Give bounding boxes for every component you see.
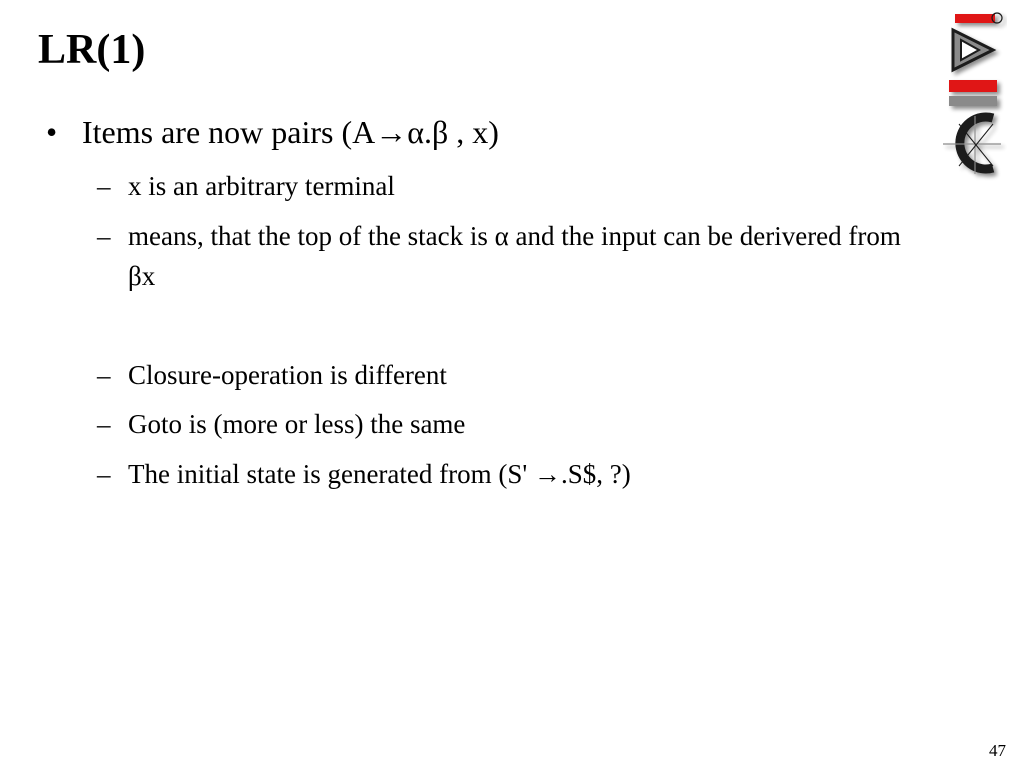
sub-item-1: [97, 166, 927, 206]
iaic-logo-graphic: [935, 6, 1007, 184]
bullet-marker: •: [46, 114, 58, 150]
sub-item-4: [97, 404, 927, 444]
dash-marker: –: [97, 221, 111, 251]
sub-item-text: means, that the top of the stack is α and the input can be derivered from βx: [128, 221, 901, 291]
sub-item-text: Closure-operation is different: [128, 360, 447, 390]
dash-marker: –: [97, 360, 111, 390]
dash-marker: –: [97, 171, 111, 201]
dash-marker: –: [97, 409, 111, 439]
page-number: 47: [989, 741, 1006, 760]
logo-bar-red-top: [955, 14, 995, 23]
sub-item-3: [97, 355, 927, 395]
sub-item-5: [97, 454, 927, 494]
logo-bar-red-middle: [949, 80, 997, 92]
iaic-logo: [935, 6, 1007, 184]
dash-marker: –: [97, 459, 111, 489]
main-bullet-text: Items are now pairs (A→α.β , x): [82, 114, 499, 150]
sub-item-text: x is an arbitrary terminal: [128, 171, 395, 201]
logo-letter-c: [960, 117, 993, 169]
sub-item-text: The initial state is generated from (S' →.S$, ?): [128, 459, 631, 489]
sub-item-2: [97, 216, 927, 296]
logo-bar-grey: [949, 96, 997, 106]
sub-item-text: Goto is (more or less) the same: [128, 409, 466, 439]
slide-title: LR(1): [38, 27, 146, 73]
